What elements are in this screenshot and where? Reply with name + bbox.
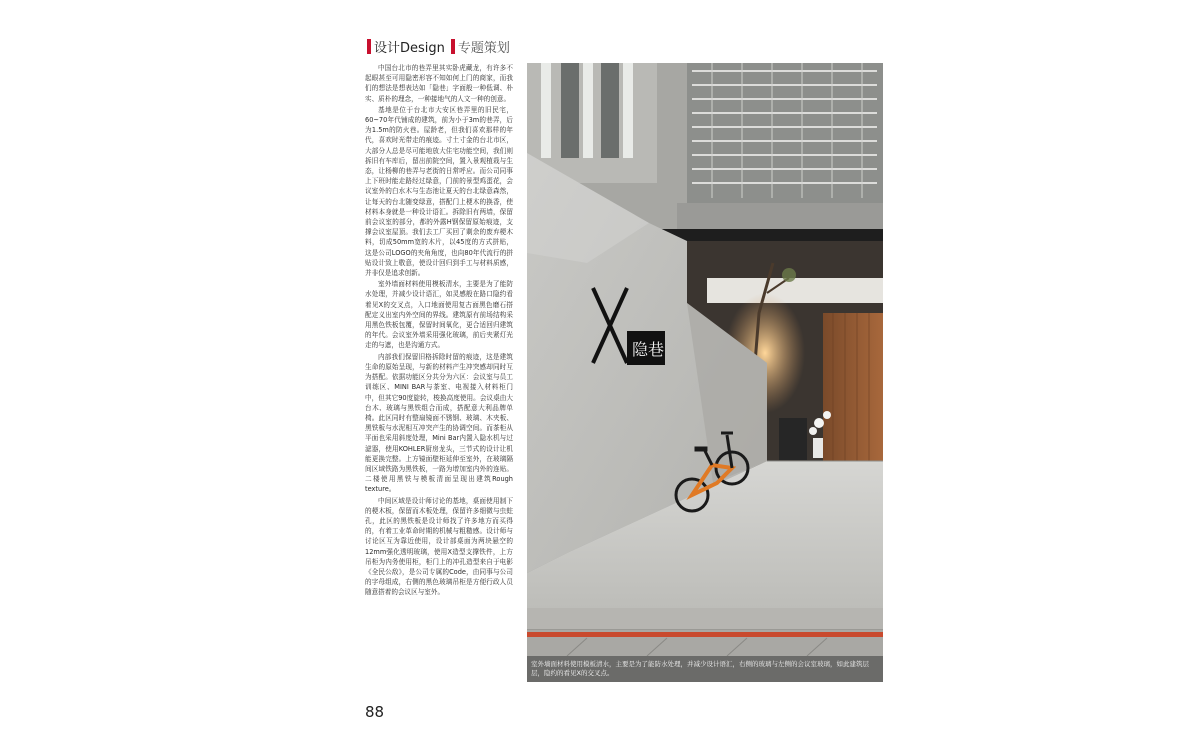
photo-caption: 室外墙面材料使用模板清水，主要是为了能防水处理，并减少设计语汇，右侧的玻璃与左侧的会议室玻璃，如此建筑层层，隐约的看见X的交叉点。 [531, 660, 869, 677]
paragraph-5: 中间区域是设计师讨论的基地，桌面使用制下的梗木板，保留而木板处理，保留许多细微与虫蛀孔，此区的黑铁板是设计师找了许多地方而买得的，有着工业革命时期的机械与粗糙感。设计师与讨论区互为靠近使用，设计部桌面为两块悬空的12mm强化透明玻璃，使用X造型支撑铁件，上方吊柜为内务使用柜，柜门上的冲孔造型来自于电影《全民公敌》，是公司专属的Code，由同事与公司的字母组成，右侧的黑色玻璃吊柜是方便行政人员随意搭着的会议区与室外。 [365, 496, 513, 597]
article-body [365, 63, 513, 599]
paragraph-1: 中国台北市的巷弄里其实卧虎藏龙，有许多不起眼甚至可用隐密形容不知如何上门的商家，而我们的想法是想表达如「隐巷」字面般一种低调、朴实、质朴的理念，一种接地气的人文一种的创意。 [365, 64, 513, 103]
paragraph-4: 内部我们保留旧格拆除时留的痕迹，这是建筑生命的原始呈现，与新的材料产生冲突感却同时互为搭配。依据功能区分共分为六区：会议室与员工训练区、MINI BAR与茶室、电视接入材料柜门中，但其它90度旋转，梭换高度使用。会议桌由大台木、玻璃与黑铁组合而成，搭配意大利品牌单椅。此区同时有整扇镜面不锈钢、玻璃、木夹板、黑铁板与水泥相互冲突产生的协调空间。而茶柜从平面也采用斜度处理，Mini Bar内置入隐水机与过滤器，使用KOHLER厨房龙头，三节式的设计让机能更换完整。上方镜面壁柜延伸至室外，在玻璃隔间区域铁路为黑铁板，一路为增加室内外的连贴。二楼使用黑铁与模板清面呈现出建筑Rough texture。 [365, 352, 513, 494]
sign-chars: 隐巷 [632, 340, 665, 359]
street-strip [527, 630, 883, 656]
building-photo [527, 63, 883, 630]
page-number: 88 [365, 703, 385, 721]
paragraph-2: 基地是位于台北市大安区巷弄里的旧民宅，60~70年代铺成的建筑，前为小于3m的巷弄，后为1.5m的防火巷。屋龄老，但我们喜欢那样的年代，喜欢时光带走的痕迹。寸土寸金的台北市区，大部分人总是尽可能地放大住宅功能空间，我们则拆旧有车库后，留出前院空间，置入景观植栽与生态，让杨柳的巷弄与老街的日常呼应。而公司同事上下班时能走路经过绿意，门前的景型鸡蛋花，会议室外的白水木与生态池让夏天的台北绿意森然，让每天的台北随变绿意，搭配门上梗木的换香，使材料本身就是一种设计语汇。拆除旧有两墙，保留前会议室的部分，都的外露H钢保留原始痕迹，支撑会议室屋顶。我们去工厂买回了剩余的废弃梗木料，切成50mm宽的木片，以45度的方式拼贴，这是公司LOGO的夹角角度，也向80年代流行的拼贴设计致上敬意，使设计回归到手工与材料质感，并非仅是追求创新。 [365, 105, 513, 278]
section-header [367, 37, 510, 55]
paragraph-3: 室外墙面材料使用模板清水，主要是为了能防水处理，并减少设计语汇，如灵感般在路口隐约看着见X的交叉点，入口地面使用复古面黑色磨石搭配定义出室内外空间的界线。建筑原有前场结构采用黑色铁板包覆，保留时间氧化，更合适回归建筑的年代。会议室外墙采用强化玻璃，前后夹紧灯光走的与遮，也是沟通方式。 [365, 280, 513, 350]
subsection-title: 专题策划 [457, 40, 510, 56]
section-title: 设计Design [374, 40, 445, 56]
red-marker [367, 39, 371, 54]
red-marker-2 [451, 39, 455, 54]
